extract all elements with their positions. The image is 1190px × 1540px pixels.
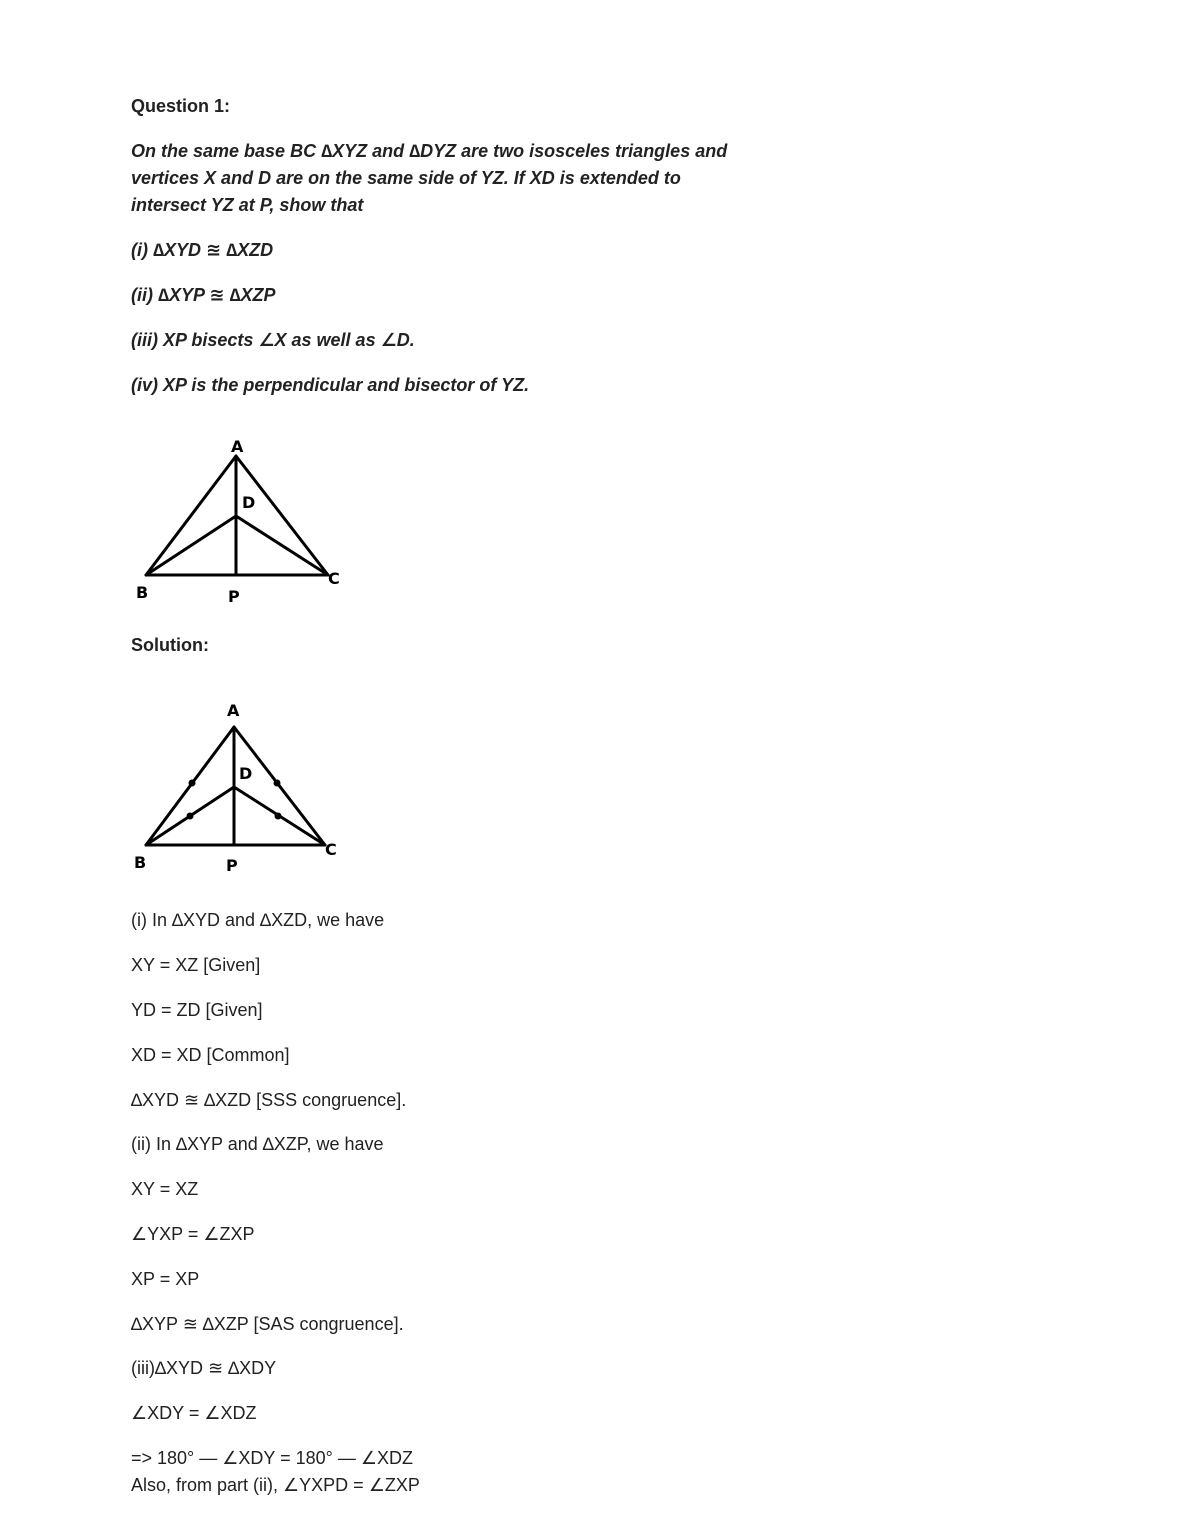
tick-mark: [187, 813, 194, 820]
solution-line-8: ∠YXP = ∠ZXP: [131, 1224, 255, 1244]
solution-line-11: (iii)∆XYD ≊ ∆XDY: [131, 1358, 277, 1378]
question-statement-line-3: intersect YZ at P, show that: [131, 195, 364, 215]
label-c: C: [325, 840, 337, 859]
solution-line-3: YD = ZD [Given]: [131, 1000, 263, 1020]
solution-line-14: Also, from part (ii), ∠YXPD = ∠ZXP: [131, 1475, 420, 1495]
question-part-iv: (iv) XP is the perpendicular and bisector of YZ.: [131, 375, 530, 395]
question-part-i: (i) ∆XYD ≊ ∆XZD: [131, 240, 274, 260]
label-b: B: [134, 853, 147, 872]
question-part-ii: (ii) ∆XYP ≊ ∆XZP: [131, 285, 276, 305]
solution-line-2: XY = XZ [Given]: [131, 955, 261, 975]
tick-mark: [189, 780, 196, 787]
triangle-figure-question: [120, 430, 360, 610]
solution-line-9: XP = XP: [131, 1269, 200, 1289]
solution-heading: Solution:: [131, 635, 209, 655]
solution-line-12: ∠XDY = ∠XDZ: [131, 1403, 257, 1423]
tick-mark: [275, 813, 282, 820]
solution-line-4: XD = XD [Common]: [131, 1045, 290, 1065]
label-d: D: [242, 493, 256, 512]
solution-line-5: ∆XYD ≊ ∆XZD [SSS congruence].: [131, 1090, 407, 1110]
question-heading: Question 1:: [131, 96, 231, 116]
label-a: A: [231, 437, 244, 456]
label-c: C: [328, 569, 340, 588]
label-d: D: [239, 764, 253, 783]
question-statement-line-2: vertices X and D are on the same side of YZ. If XD is extended to: [131, 168, 681, 188]
label-a: A: [227, 701, 240, 720]
label-b: B: [136, 583, 149, 602]
solution-line-10: ∆XYP ≊ ∆XZP [SAS congruence].: [131, 1314, 404, 1334]
question-part-iii: (iii) XP bisects ∠X as well as ∠D.: [131, 330, 415, 350]
question-statement-line-1: On the same base BC ∆XYZ and ∆DYZ are two isosceles triangles and: [131, 141, 728, 161]
label-p: P: [228, 587, 240, 606]
triangle-figure-solution: [120, 695, 360, 880]
solution-line-7: XY = XZ: [131, 1179, 199, 1199]
tick-mark: [274, 780, 281, 787]
solution-line-1: (i) In ∆XYD and ∆XZD, we have: [131, 910, 385, 930]
solution-line-6: (ii) In ∆XYP and ∆XZP, we have: [131, 1134, 384, 1154]
label-p: P: [226, 856, 238, 875]
solution-line-13: => 180° — ∠XDY = 180° — ∠XDZ: [131, 1448, 413, 1468]
